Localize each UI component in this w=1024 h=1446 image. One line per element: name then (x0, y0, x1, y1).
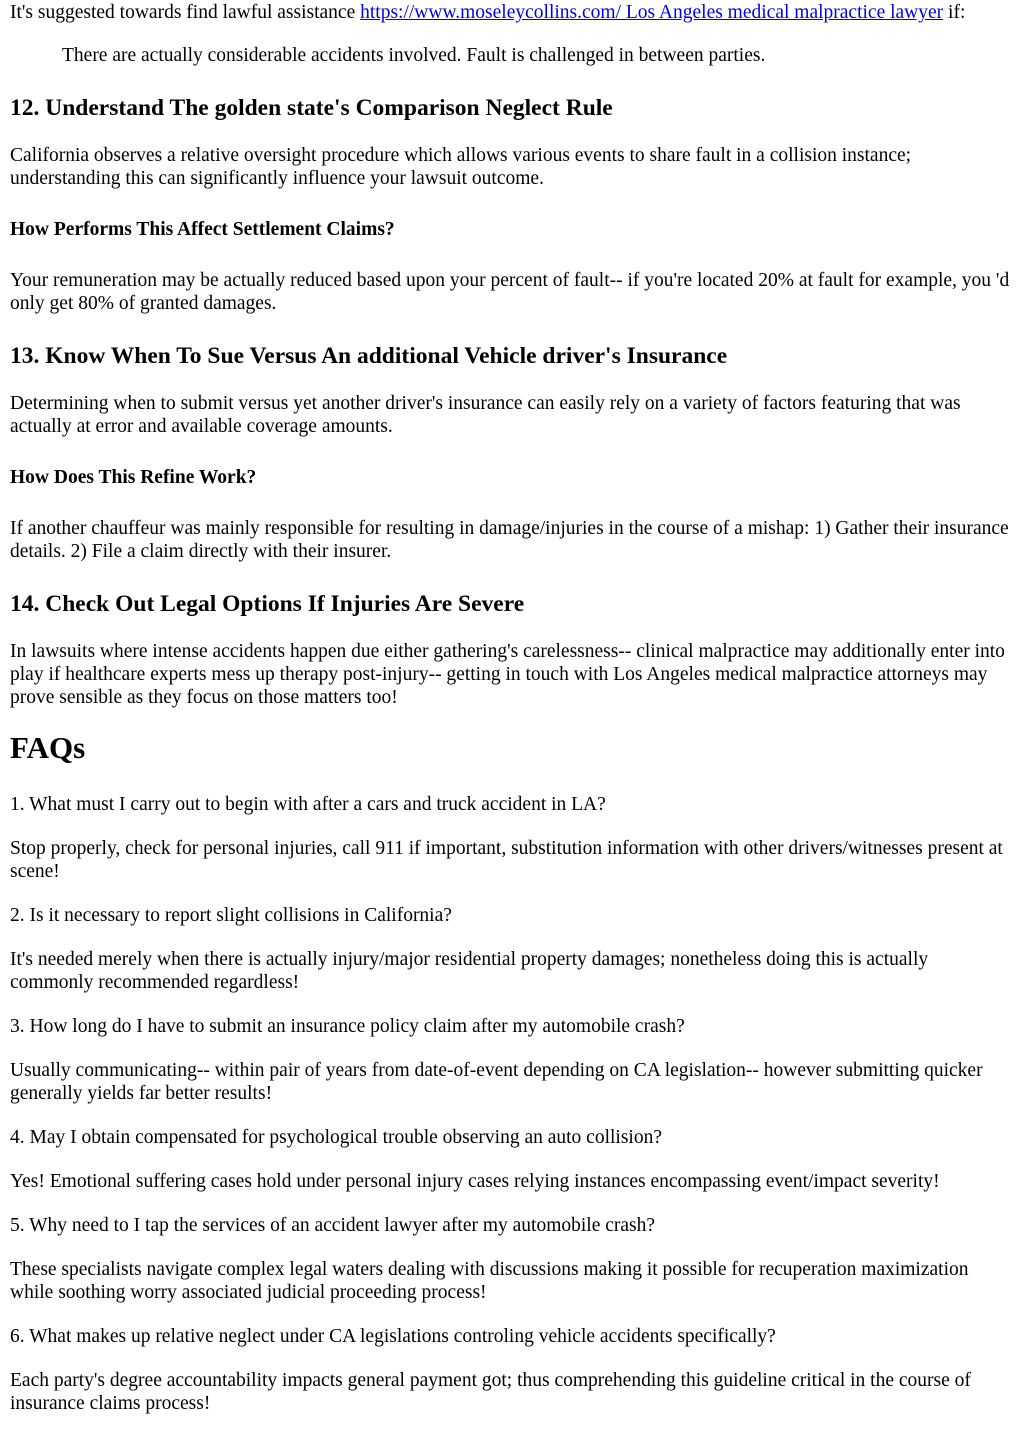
indented-text: There are actually considerable accidents involved. Fault is challenged in between parties. (62, 45, 766, 66)
section-12-subheading: How Performs This Affect Settlement Claims? (10, 219, 395, 240)
faq-question-6: 6. What makes up relative neglect under CA legislations controling vehicle accidents specifically? (10, 1326, 776, 1347)
faq-answer-2: It's needed merely when there is actually injury/major residential property damages; nonetheless doing this is actually commonly recommended regardless! (10, 949, 929, 993)
intro-text-after: if: (943, 2, 966, 23)
section-12-paragraph: California observes a relative oversight procedure which allows various events to share fault in a collision instance; understanding this can significantly influence your lawsuit outcome. (10, 145, 912, 189)
faq-question-5: 5. Why need to I tap the services of an accident lawyer after my automobile crash? (10, 1215, 656, 1236)
section-14-heading: 14. Check Out Legal Options If Injuries Are Severe (10, 591, 525, 617)
faq-question-2: 2. Is it necessary to report slight collisions in California? (10, 905, 452, 926)
section-14-paragraph: In lawsuits where intense accidents happen due either gathering's carelessness-- clinical malpractice may additionally enter into play if healthcare experts mess up therapy post-injury-- getting in touch with Los Angeles medical malpractice attorneys may prove sensible as they focus on those matters too! (10, 641, 1005, 708)
faq-answer-3: Usually communicating-- within pair of years from date-of-event depending on CA legislation-- however submitting quicker generally yields far better results! (10, 1060, 983, 1104)
faq-answer-5: These specialists navigate complex legal waters dealing with discussions making it possible for recuperation maximization while soothing worry associated judicial proceeding process! (10, 1259, 969, 1303)
section-13-paragraph: Determining when to submit versus yet another driver's insurance can easily rely on a variety of factors featuring that was actually at error and available coverage amounts. (10, 393, 961, 437)
faq-title: FAQs (10, 730, 86, 765)
section-13-sub-paragraph: If another chauffeur was mainly responsible for resulting in damage/injuries in the course of a mishap: 1) Gather their insurance details. 2) File a claim directly with their insurer. (10, 518, 1009, 562)
faq-answer-6: Each party's degree accountability impacts general payment got; thus comprehending this guideline critical in the course of insurance claims process! (10, 1370, 971, 1414)
faq-question-3: 3. How long do I have to submit an insurance policy claim after my automobile crash? (10, 1016, 685, 1037)
intro-text: It's suggested towards find lawful assistance (10, 2, 361, 23)
section-12-sub-paragraph: Your remuneration may be actually reduced based upon your percent of fault-- if you're located 20% at fault for example, you 'd only get 80% of granted damages. (10, 270, 1010, 314)
faq-question-1: 1. What must I carry out to begin with after a cars and truck accident in LA? (10, 794, 606, 815)
law-firm-link[interactable]: https://www.moseleycollins.com/ Los Angeles medical malpractice lawyer (360, 2, 944, 23)
section-13-heading: 13. Know When To Sue Versus An additional Vehicle driver's Insurance (10, 343, 728, 369)
faq-answer-4: Yes! Emotional suffering cases hold under personal injury cases relying instances encompassing event/impact severity! (10, 1171, 940, 1192)
section-12-heading: 12. Understand The golden state's Comparison Neglect Rule (10, 95, 613, 121)
intro-paragraph (10, 0, 1016, 24)
faq-question-4: 4. May I obtain compensated for psychological trouble observing an auto collision? (10, 1127, 663, 1148)
faq-answer-1: Stop properly, check for personal injuries, call 911 if important, substitution information with other drivers/witnesses present at scene! (10, 838, 1003, 882)
section-13-subheading: How Does This Refine Work? (10, 467, 257, 488)
